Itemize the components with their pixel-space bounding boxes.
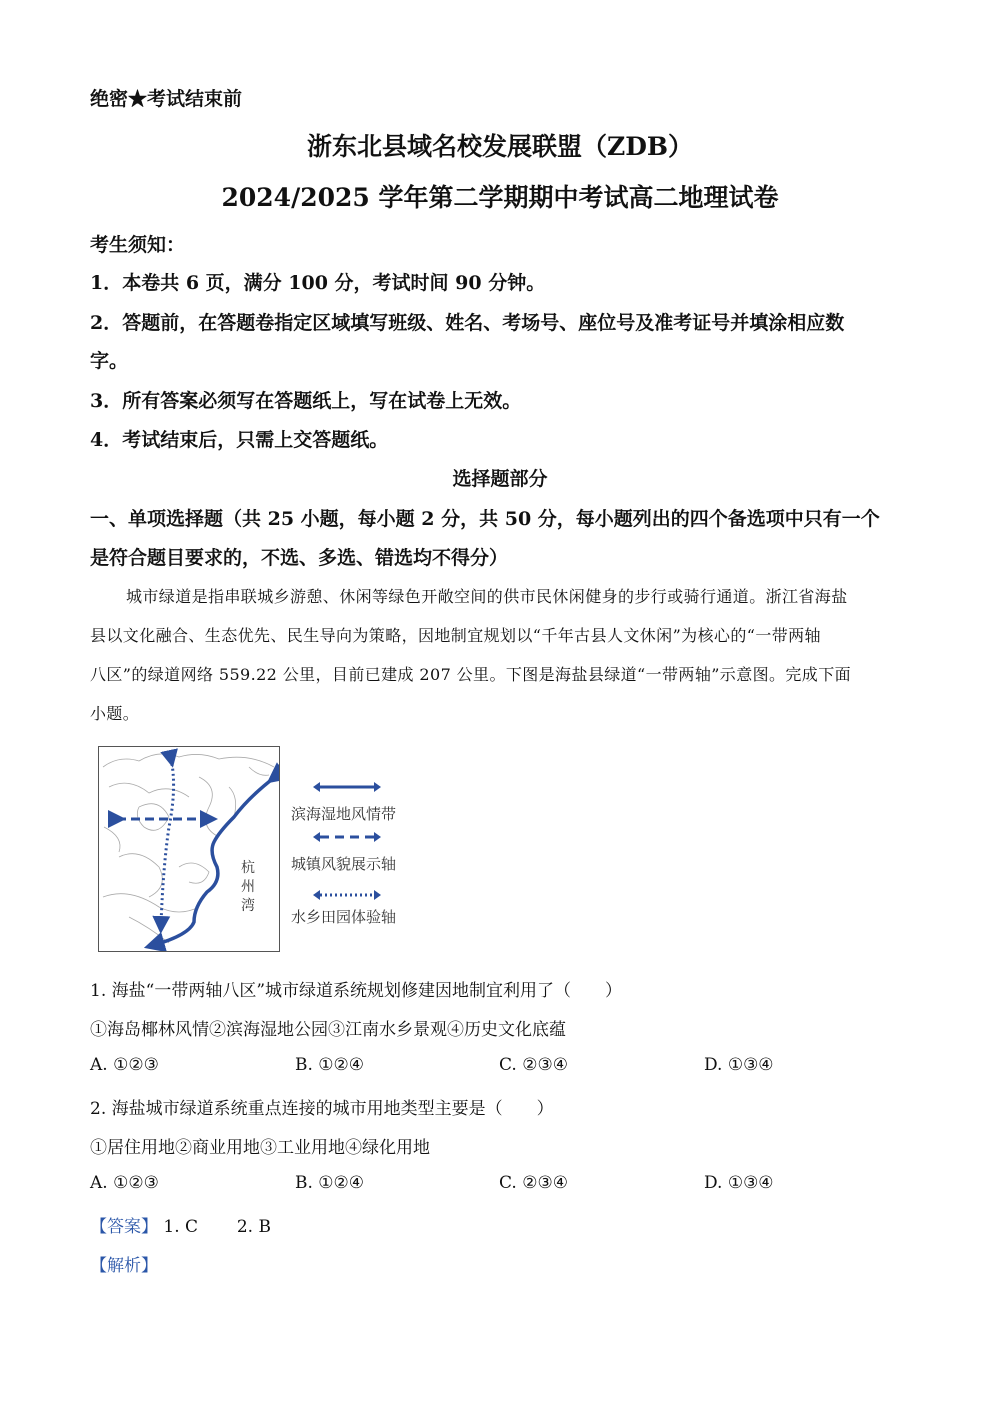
confidential-label: 绝密★考试结束前: [90, 88, 243, 110]
passage-line-2: 县以文化融合、生态优先、民生导向为策略，因地制宜规划以“千年古县人文休闲”为核心的“一带两轴: [90, 626, 821, 645]
notice-rule-2-cont: 字。: [90, 350, 129, 372]
answer-1: 1. C: [163, 1217, 199, 1237]
passage-line-1: 城市绿道是指串联城乡游憩、休闲等绿色开敞空间的供市民休闲健身的步行或骑行通道。浙江省海盐: [126, 587, 848, 606]
question-2-option-a[interactable]: A. ①②③: [90, 1173, 159, 1193]
notice-rule-2: 2．答题前，在答题卷指定区域填写班级、姓名、考场号、座位号及准考证号并填涂相应数: [90, 312, 845, 334]
question-2-option-d[interactable]: D. ①③④: [704, 1173, 774, 1193]
passage-line-4: 小题。: [90, 704, 140, 723]
question-1-statement: ①海岛椰林风情②滨海湿地公园③江南水乡景观④历史文化底蕴: [90, 1020, 566, 1040]
notice-rule-3: 3．所有答案必须写在答题纸上，写在试卷上无效。: [90, 390, 522, 412]
question-1-option-d[interactable]: D. ①③④: [704, 1055, 774, 1075]
notice-heading: 考生须知：: [90, 234, 186, 256]
answer-label: 【答案】: [90, 1217, 158, 1237]
bay-label-char-2: 州: [241, 879, 255, 895]
greenway-map: [98, 746, 280, 952]
question-2-stem: 2. 海盐城市绿道系统重点连接的城市用地类型主要是（ ）: [90, 1099, 554, 1119]
answer-2: 2. B: [236, 1217, 271, 1237]
bay-label: [241, 859, 257, 916]
question-1-option-c[interactable]: C. ②③④: [499, 1055, 568, 1075]
legend-dotted-line: [312, 888, 382, 902]
bay-label-char-3: 湾: [241, 898, 255, 914]
part1-instructions-line2: 是符合题目要求的，不选、多选、错选均不得分）: [90, 547, 509, 569]
part1-instructions-line1: 一、单项选择题（共 25 小题，每小题 2 分，共 50 分，每小题列出的四个备选项中只有一个: [90, 508, 880, 530]
passage-line-3: 八区”的绿道网络 559.22 公里，目前已建成 207 公里。下图是海盐县绿道“一带两轴”示意图。完成下面: [90, 665, 852, 684]
question-2-option-b[interactable]: B. ①②④: [295, 1173, 365, 1193]
legend-solid-line: [312, 780, 382, 794]
bay-label-char-1: 杭: [241, 860, 255, 876]
analysis-label: 【解析】: [90, 1256, 158, 1276]
answer-row: [90, 1212, 271, 1237]
legend-dashed-line: [312, 830, 382, 844]
legend-label-solid: 滨海湿地风情带: [291, 805, 397, 823]
notice-rule-1: 1．本卷共 6 页，满分 100 分，考试时间 90 分钟。: [90, 272, 546, 294]
question-1-option-b[interactable]: B. ①②④: [295, 1055, 365, 1075]
section-title: 选择题部分: [452, 468, 548, 490]
question-2-option-c[interactable]: C. ②③④: [499, 1173, 568, 1193]
exam-title-line1: 浙东北县域名校发展联盟（ZDB）: [306, 132, 694, 161]
question-1-option-a[interactable]: A. ①②③: [90, 1055, 159, 1075]
notice-rule-4: 4．考试结束后，只需上交答题纸。: [90, 429, 389, 451]
exam-title-line2: 2024/2025 学年第二学期期中考试高二地理试卷: [221, 183, 779, 212]
map-drawing: [99, 747, 279, 951]
rural-experience-axis: [161, 759, 174, 925]
legend-label-dotted: 水乡田园体验轴: [291, 908, 397, 926]
legend-label-dashed: 城镇风貌展示轴: [291, 855, 397, 873]
question-2-statement: ①居住用地②商业用地③工业用地④绿化用地: [90, 1138, 430, 1158]
question-1-stem: 1. 海盐“一带两轴八区”城市绿道系统规划修建因地制宜利用了（ ）: [90, 981, 623, 1001]
